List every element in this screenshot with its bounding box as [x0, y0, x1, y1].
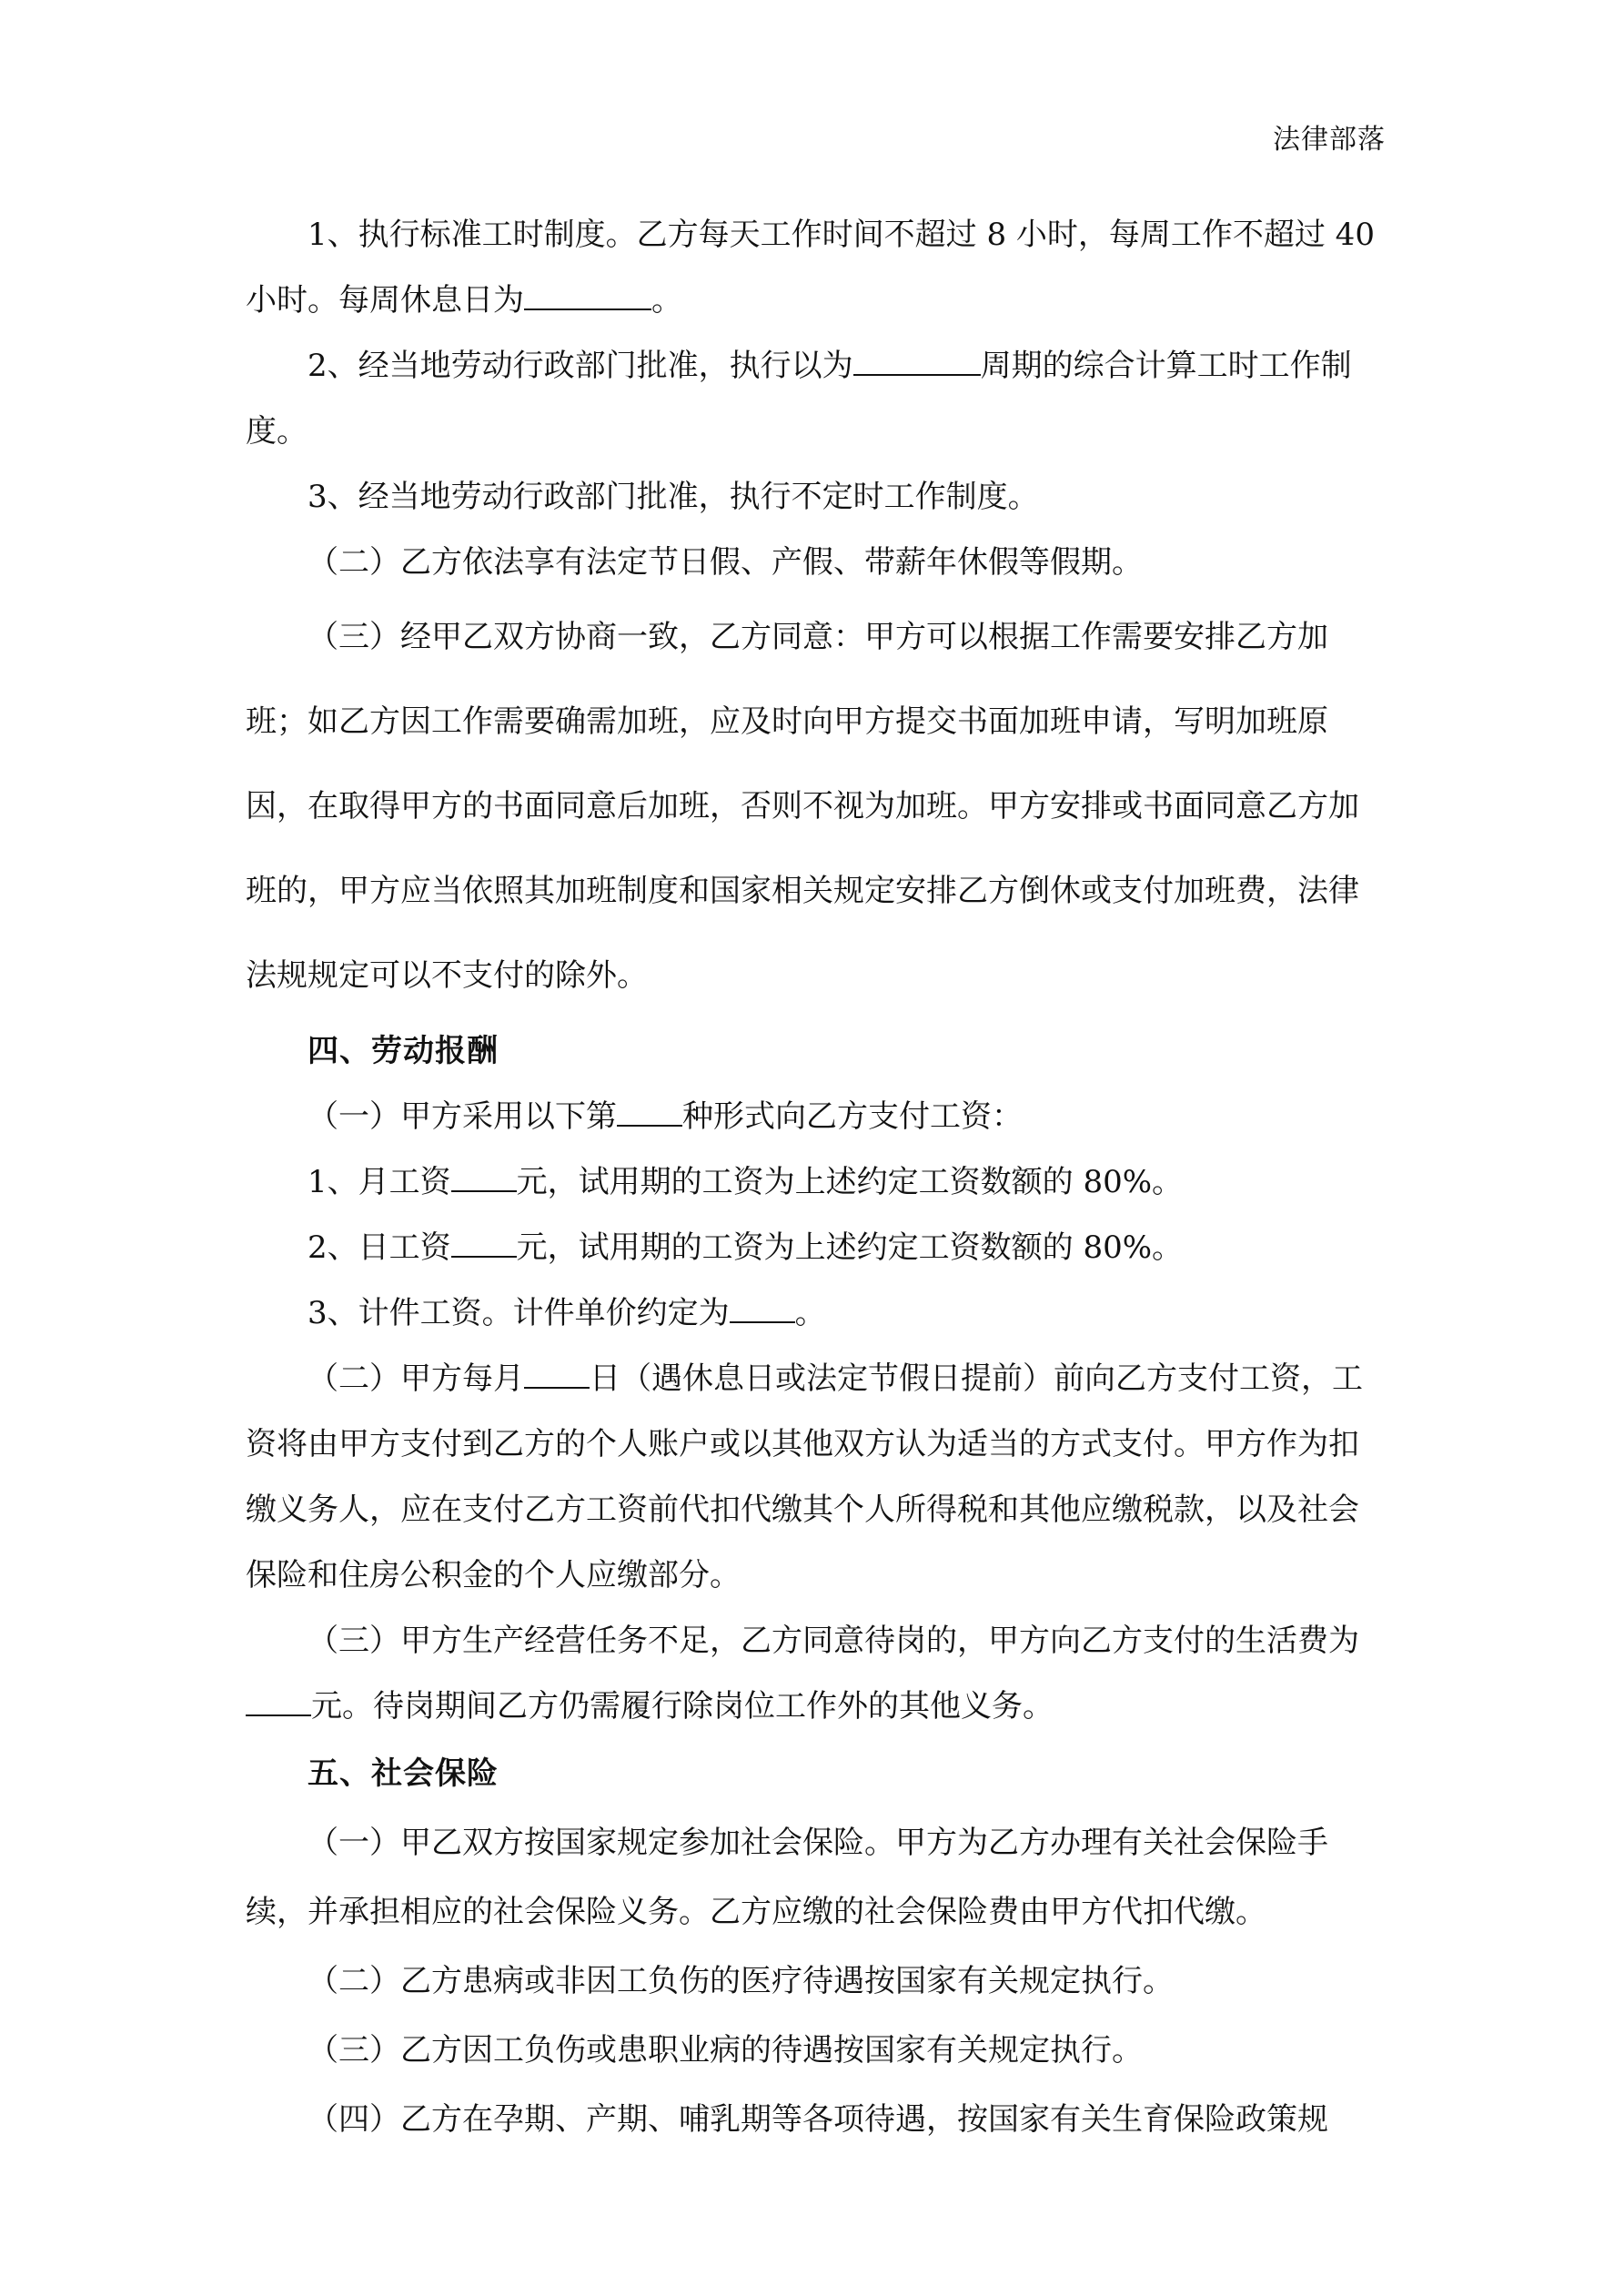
- paragraph-piece-wage: 3、计件工资。计件单价约定为 。: [308, 1295, 826, 1331]
- blank-wage-form[interactable]: [617, 1097, 682, 1127]
- paragraph-standard-hours: 1、执行标准工时制度。乙方每天工作时间不超过 8 小时，每周工作不超过 40 小时。每周休息日为 。: [246, 217, 1375, 319]
- blank-monthly-wage[interactable]: [451, 1163, 517, 1192]
- page-header-tag: 法律部落: [1273, 124, 1386, 156]
- paragraph-holidays: （二）乙方依法享有法定节日假、产假、带薪年休假等假期。: [308, 544, 1143, 581]
- paragraph-comprehensive-hours: 2、经当地劳动行政部门批准，执行以为 周期的综合计算工时工作制度。: [246, 348, 1352, 450]
- paragraph-medical-treatment: （二）乙方患病或非因工负伤的医疗待遇按国家有关规定执行。: [308, 1963, 1174, 1999]
- paragraph-standby-allowance: （三）甲方生产经营任务不足，乙方同意待岗的，甲方向乙方支付的生活费为元。待岗期间乙方仍需履行除岗位工作外的其他义务。: [246, 1608, 1378, 1739]
- blank-daily-wage[interactable]: [451, 1229, 517, 1258]
- paragraph-overtime: （三）经甲乙双方协商一致，乙方同意：甲方可以根据工作需要安排乙方加班；如乙方因工作需要确需加班，应及时向甲方提交书面加班申请，写明加班原因，在取得甲方的书面同意后加班，否则不视为加班。甲方安排或书面同意乙方加班的，甲方应当依照其加班制度和国家相关规定安排乙方倒休或支付加班费，法律法规规定可以不支付的除外。: [246, 619, 1359, 994]
- blank-rest-day[interactable]: [524, 281, 651, 310]
- section-heading-remuneration: 四、劳动报酬: [308, 1033, 499, 1069]
- paragraph-wage-form: （一）甲方采用以下第 种形式向乙方支付工资：: [308, 1098, 1023, 1135]
- paragraph-insurance-enrollment: （一）甲乙双方按国家规定参加社会保险。甲方为乙方办理有关社会保险手续，并承担相应的社会保险义务。乙方应缴的社会保险费由甲方代扣代缴。: [246, 1825, 1328, 1930]
- paragraph-maternity: （四）乙方在孕期、产期、哺乳期等各项待遇，按国家有关生育保险政策规: [308, 2101, 1328, 2138]
- document-body: [246, 202, 1378, 2154]
- blank-pay-day[interactable]: [524, 1360, 590, 1389]
- paragraph-work-injury: （三）乙方因工负伤或患职业病的待遇按国家有关规定执行。: [308, 2032, 1143, 2068]
- section-heading-social-insurance: 五、社会保险: [308, 1755, 499, 1792]
- paragraph-irregular-hours: 3、经当地劳动行政部门批准，执行不定时工作制度。: [308, 479, 1039, 515]
- blank-standby-allowance[interactable]: [246, 1687, 311, 1716]
- paragraph-daily-wage: 2、日工资 元，试用期的工资为上述约定工资数额的 80%。: [308, 1229, 1184, 1266]
- paragraph-monthly-wage: 1、月工资 元，试用期的工资为上述约定工资数额的 80%。: [308, 1164, 1184, 1200]
- paragraph-pay-date: （二）甲方每月 日（遇休息日或法定节假日提前）前向乙方支付工资，工资将由甲方支付到乙方的个人账户或以其他双方认为适当的方式支付。甲方作为扣缴义务人，应在支付乙方工资前代扣代缴其个人所得税和其他应缴税款，以及社会保险和住房公积金的个人应缴部分。: [246, 1360, 1363, 1593]
- blank-cycle-period[interactable]: [853, 347, 981, 376]
- blank-piece-price[interactable]: [730, 1294, 795, 1323]
